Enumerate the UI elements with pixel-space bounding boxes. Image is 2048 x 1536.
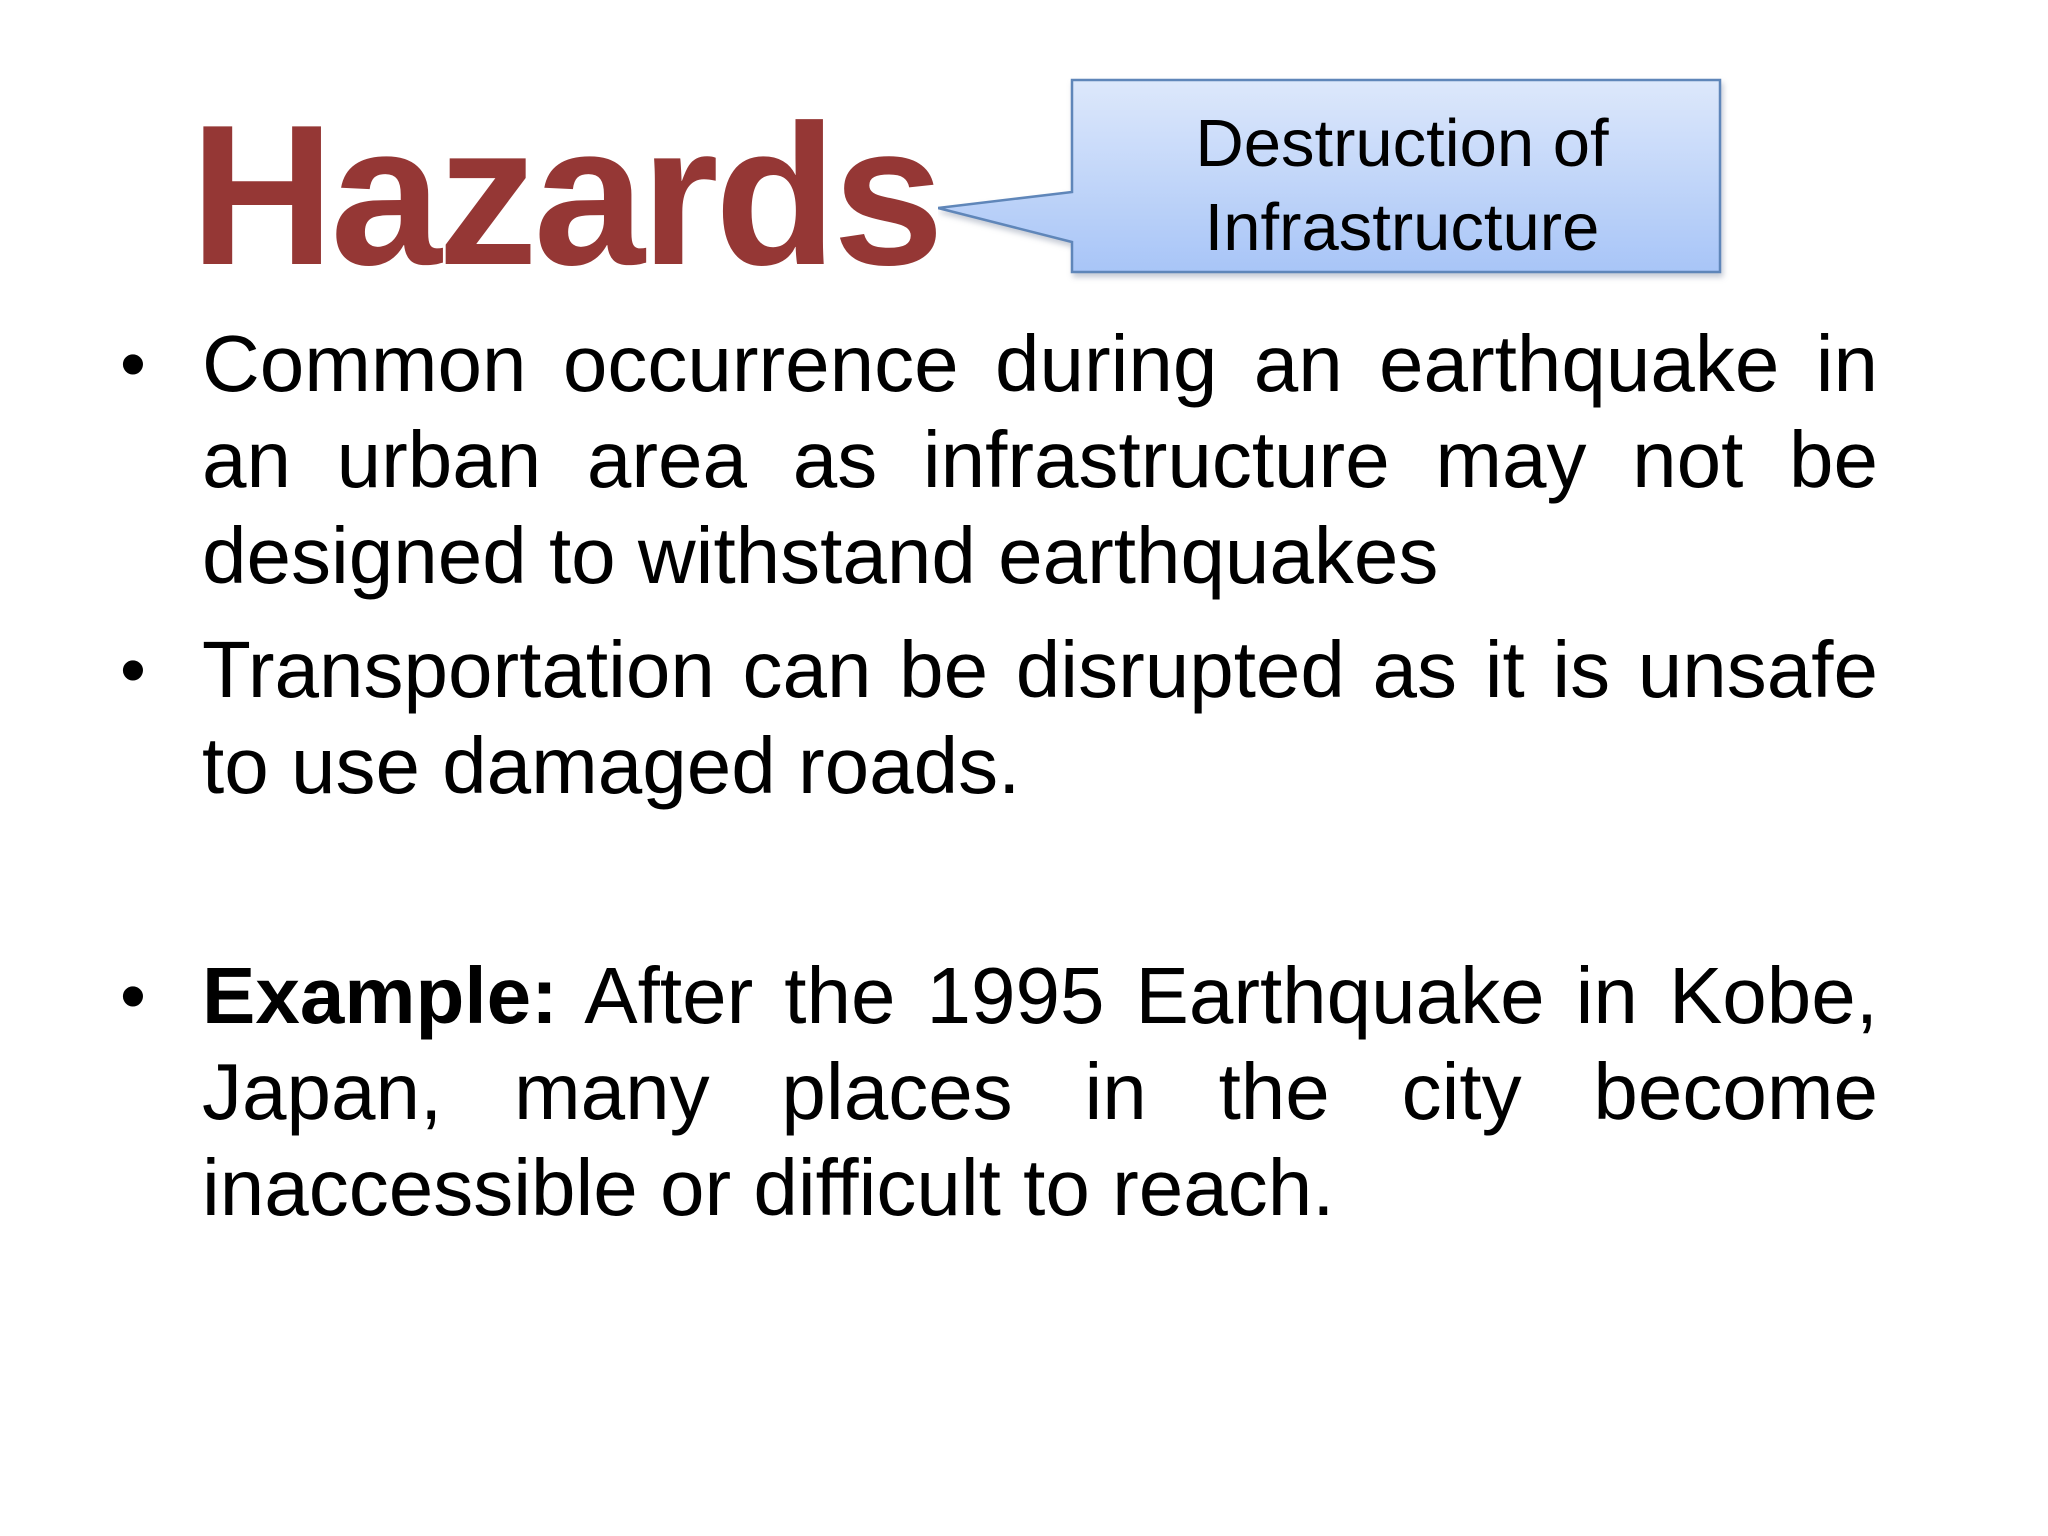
slide-title: Hazards xyxy=(190,84,941,307)
callout-text: Destruction of Infrastructure xyxy=(1195,106,1609,265)
bullet-text xyxy=(202,316,1878,604)
bullet-body: Common occurrence during an earthquake in an urban area as infrastructure may not be designed to withstand earthquakes xyxy=(202,319,1878,600)
callout-box xyxy=(938,74,1758,304)
bullet-text xyxy=(202,622,1878,814)
bullet-bold-lead: Example: xyxy=(202,951,558,1040)
bullet-marker: • xyxy=(120,954,146,1037)
bullet-marker: • xyxy=(120,322,146,405)
bullet-marker: • xyxy=(120,628,146,711)
bullet-body: Transportation can be disrupted as it is unsafe to use damaged roads. xyxy=(202,625,1878,810)
bullet-body: After the 1995 Earthquake in Kobe, Japan, many places in the city become inaccessible or difficult to reach. xyxy=(202,951,1878,1232)
bullet-text xyxy=(202,948,1878,1236)
